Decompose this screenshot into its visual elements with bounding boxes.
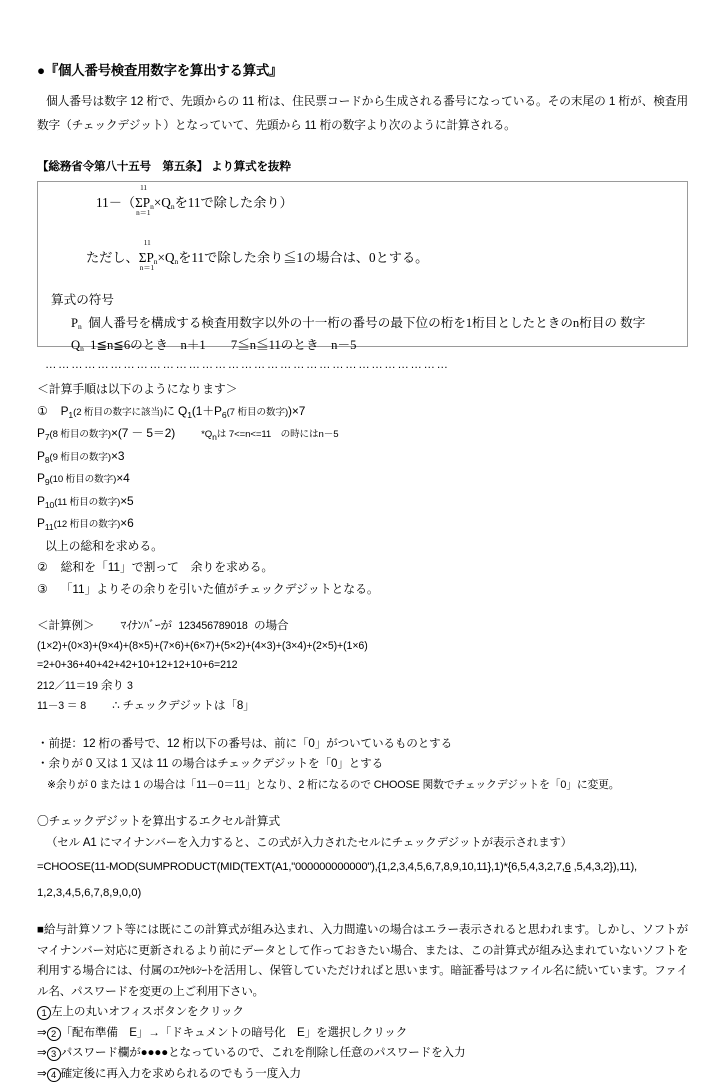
footer-step-number: 2 — [47, 1027, 61, 1041]
procedure-section — [37, 379, 688, 600]
excel-formula-line-2: 1,2,3,4,5,6,7,8,9,0,0) — [37, 880, 688, 906]
intro-paragraph — [37, 90, 688, 138]
formula2-mid: ×Q — [158, 250, 175, 265]
procedure-step-1 — [37, 401, 688, 424]
excel-formula-underlined: 6 — [565, 861, 571, 873]
step3-text: 「11」よりその余りを引いた値がチェックデジットとなる。 — [61, 582, 379, 596]
intro-text: 個人番号は数字 12 桁で、先頭からの 11 桁は、住民票コードから生成される番号になっている。その末尾の 1 桁が、検査用数字（チェックデジット）となっていて、先頭から 11 桁の数字より次のように計算される。 — [37, 95, 688, 132]
example-division-expr: 212／11＝19 — [37, 680, 98, 692]
note-choose-explain — [37, 775, 688, 796]
example-expansion: (1×2)+(0×3)+(9×4)+(8×5)+(7×6)+(6×7)+(5×2)+(4×3)+(3×4)+(2×5)+(1×6) — [37, 637, 688, 657]
example-remainder-value: 3 — [127, 680, 133, 692]
step1-c: (1＋P — [192, 404, 222, 418]
line-p: P — [37, 426, 45, 440]
step1-b: に Q — [163, 404, 187, 418]
footer-step-text: 左上の丸いオフィスボタンをクリック — [51, 1005, 244, 1018]
footer-step-arrow: ⇒ — [37, 1067, 47, 1080]
procedure-line — [37, 446, 688, 469]
footer-step-number: 1 — [37, 1006, 51, 1020]
procedure-line — [37, 491, 688, 514]
sigma-2-lower: n＝1 — [140, 265, 154, 272]
excel-formula-line-1 — [37, 854, 688, 880]
procedure-line — [37, 423, 688, 446]
p-definition-label: P — [71, 316, 78, 330]
p-definition-sub: n — [78, 322, 82, 331]
excel-formula-part2: ,5,4,3,2}),11), — [571, 861, 637, 873]
line-extra-text: は 7<=n<=11 の時にはn－5 — [217, 429, 339, 440]
notes-section — [37, 734, 688, 796]
line-mult: ×5 — [120, 494, 133, 508]
step2-text: 総和を「11」で割って 余りを求める。 — [61, 560, 274, 574]
procedure-line — [37, 513, 688, 536]
formula1-mid: ×Q — [154, 195, 171, 210]
example-division — [37, 676, 688, 697]
example-sum: =2+0+36+40+42+42+10+12+12+10+6=212 — [37, 656, 688, 676]
line-p-note: (10 桁目の数字) — [50, 474, 117, 485]
excel-section — [37, 811, 688, 906]
q-definition-text: 1≦n≦6のとき n＋1 7≦n≦11のとき n－5 — [90, 338, 356, 352]
line-mult: ×(7 － 5＝2) — [111, 426, 175, 440]
sigma-1-upper: 11 — [140, 185, 147, 192]
sum-text: 以上の総和を求める。 — [45, 539, 163, 553]
line-p: P — [37, 471, 45, 485]
example-label: ＜計算例＞ — [37, 619, 94, 632]
footer-step-arrow: ⇒ — [37, 1046, 47, 1059]
procedure-step-2 — [37, 557, 688, 579]
law-heading-tail: より算式を抜粋 — [211, 160, 291, 173]
step1-d: )×7 — [288, 404, 305, 418]
line-p-note: (9 桁目の数字) — [50, 452, 111, 463]
step3-marker: ③ — [37, 582, 48, 596]
step2-marker: ② — [37, 560, 48, 574]
formula1-q-sub: n — [171, 202, 175, 211]
step1-marker: ① — [37, 404, 48, 418]
footer-paragraph: ■給与計算ソフト等には既にこの計算式が組み込まれ、入力間違いの場合はエラー表示されると思われます。しかし、ソフトがマイナンバー対応に更新されるより前にデータとして作っておきたい場合、または、この計算式が組み込まれていないソフトを利用する場合には、付属のｴｸｾﾙｼｰﾄを活用し、保管していただければと思います。暗証番号はファイル名に続いています。ファイル名、パスワードを変更の上ご利用下さい。 — [37, 920, 688, 1002]
line-p: P — [37, 449, 45, 463]
footer-step-text: パスワード欄が●●●●となっているので、これを削除し任意のパスワードを入力 — [61, 1046, 466, 1059]
example-result — [37, 696, 688, 717]
sigma-2-symbol: Σ — [139, 250, 147, 265]
formula2-p: P — [146, 250, 153, 265]
formula-line-1 — [96, 196, 293, 210]
footer-step — [37, 1064, 688, 1084]
example-heading — [37, 616, 688, 637]
q-definition-label: Q — [71, 338, 80, 352]
note-choose-text: ※余りが 0 または 1 の場合は「11－0＝11」となり、2 桁になるので CHOOSE 関数でチェックデジットを「0」に変更。 — [47, 779, 619, 791]
line-mult: ×4 — [116, 471, 129, 485]
formula1-prefix: 11－（ — [96, 195, 135, 210]
line-p-note: (8 桁目の数字) — [50, 429, 111, 440]
sigma-1-symbol: Σ — [135, 195, 143, 210]
example-section — [37, 616, 688, 717]
excel-subtext: （セル A1 にマイナンバーを入力すると、この式が入力されたセルにチェックデジットが表示されます） — [37, 832, 688, 854]
procedure-heading: ＜計算手順は以下のようになります＞ — [37, 379, 688, 401]
footer-step-number: 4 — [47, 1068, 61, 1082]
sigma-1-lower: n＝1 — [136, 210, 150, 217]
footer-step-text: 確定後に再入力を求められるのでもう一度入力 — [61, 1067, 301, 1080]
footer-step-text: 「配布準備 E」→「ドキュメントの暗号化 E」を選択しクリック — [61, 1026, 408, 1039]
step1-q-sub: 1 — [187, 410, 192, 420]
line-mult: ×6 — [120, 516, 133, 530]
note-premise: ・前提：12 桁の番号で、12 桁以下の番号は、前に「0」がついているものとする — [37, 734, 688, 755]
line-p-sub: 7 — [45, 432, 50, 442]
line-p-note: (12 桁目の数字) — [54, 519, 121, 530]
step1-p-note: (2 桁目の数字に該当) — [73, 407, 163, 418]
formula2-p-sub: n — [154, 257, 158, 266]
example-result-text: ∴ チェックデジットは「8」 — [112, 699, 255, 712]
line-extra-sub: n — [212, 432, 217, 442]
formula2-suffix: を11で除した余り≦1の場合は、0とする。 — [178, 250, 428, 265]
footer-step — [37, 1043, 688, 1064]
sigma-1 — [135, 196, 143, 210]
example-intro-tail: の場合 — [254, 619, 288, 632]
step1-p6-note: (7 桁目の数字) — [227, 407, 288, 418]
line-extra-label: *Q — [201, 429, 212, 440]
p-definition-text: 個人番号を構成する検査用数字以外の十一桁の番号の最下位の桁を1桁目としたときのn桁目の 数字 — [88, 316, 645, 330]
page-title: ●『個人番号検査用数字を算出する算式』 — [37, 60, 688, 79]
example-intro: ﾏｲﾅﾝﾊﾞｰが — [120, 619, 171, 632]
sigma-2-upper: 11 — [144, 240, 151, 247]
footer-step-arrow: ⇒ — [37, 1026, 47, 1039]
footer-section — [37, 920, 688, 1084]
formula-line-2 — [86, 251, 428, 265]
example-remainder-label: 余り — [101, 679, 124, 692]
dotted-separator: ………………………………………………………………………………… — [45, 359, 688, 373]
excel-formula-part1: =CHOOSE(11-MOD(SUMPRODUCT(MID(TEXT(A1,"000000000000"),{1,2,3,4,5,6,7,8,9,10,11},1)*{6,5,4,3,2,7, — [37, 861, 565, 873]
line-p-note: (11 桁目の数字) — [54, 497, 120, 508]
line-p-sub: 9 — [45, 477, 50, 487]
line-p-sub: 11 — [45, 522, 54, 532]
symbols-heading: 算式の符号 — [51, 294, 114, 307]
step1-p: P — [61, 404, 69, 418]
line-p: P — [37, 494, 45, 508]
line-p: P — [37, 516, 45, 530]
law-heading — [37, 158, 688, 174]
law-heading-regulation: 【総務省令第八十五号 第五条】 — [37, 160, 208, 173]
example-result-expr: 11－3 ＝ 8 — [37, 700, 86, 712]
sigma-2 — [139, 251, 147, 265]
law-excerpt-box — [37, 181, 688, 347]
formula2-q-sub: n — [175, 257, 179, 266]
procedure-sum-line — [37, 536, 688, 558]
footer-step — [37, 1002, 688, 1023]
step1-p-sub: 1 — [68, 410, 73, 420]
procedure-line — [37, 468, 688, 491]
q-definition-sub: n — [80, 344, 84, 353]
procedure-step-3 — [37, 579, 688, 601]
example-number: 123456789018 — [178, 620, 248, 632]
note-remainder-rule: ・余りが 0 又は 1 又は 11 の場合はチェックデジットを「0」とする — [37, 754, 688, 775]
formula1-p: P — [143, 195, 150, 210]
excel-heading: 〇チェックデジットを算出するエクセル計算式 — [37, 811, 688, 832]
q-definition — [71, 339, 356, 352]
line-p-sub: 8 — [45, 455, 50, 465]
line-mult: ×3 — [111, 449, 124, 463]
formula2-prefix: ただし、 — [86, 250, 139, 265]
footer-step-number: 3 — [47, 1047, 61, 1061]
formula1-p-sub: n — [150, 202, 154, 211]
p-definition — [71, 317, 645, 330]
step1-p6-sub: 6 — [222, 410, 227, 420]
line-p-sub: 10 — [45, 500, 54, 510]
footer-step — [37, 1023, 688, 1044]
formula1-suffix: を11で除した余り） — [175, 195, 293, 210]
